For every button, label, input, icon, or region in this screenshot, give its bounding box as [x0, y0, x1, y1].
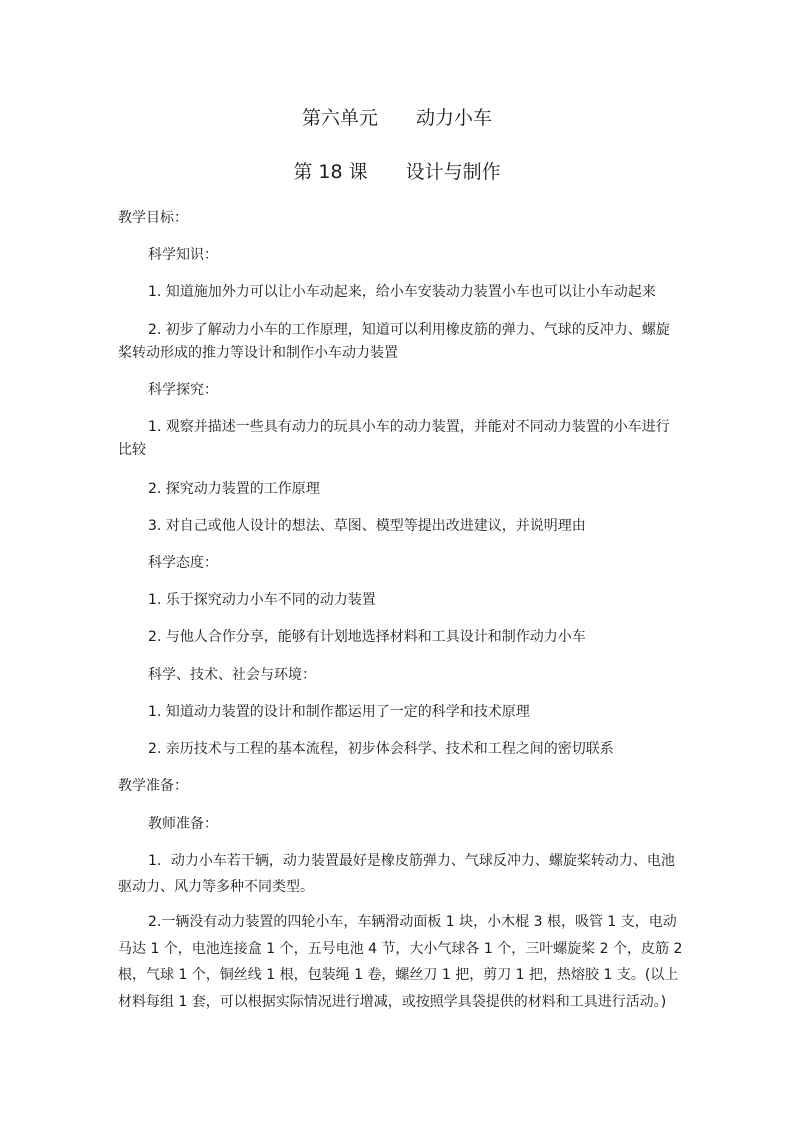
- knowledge-heading: 科学知识：: [148, 247, 218, 263]
- teacher-prep-item: 1．动力小车若干辆，动力装置最好是橡皮筋弹力、气球反冲力、螺旋桨转动力、电池驱动力、风力等多种不同类型。: [118, 853, 675, 895]
- knowledge-item: 2. 初步了解动力小车的工作原理，知道可以利用橡皮筋的弹力、气球的反冲力、螺旋桨转动形成的推力等设计和制作小车动力装置: [118, 322, 670, 361]
- stse-item: 1. 知道动力装置的设计和制作都运用了一定的科学和技术原理: [148, 704, 530, 720]
- inquiry-heading: 科学探究：: [148, 382, 218, 398]
- attitude-heading: 科学态度：: [148, 555, 218, 571]
- stse-heading: 科学、技术、社会与环境：: [148, 667, 316, 683]
- lesson-title: 第 18 课 设计与制作: [293, 161, 501, 183]
- knowledge-item: 1. 知道施加外力可以让小车动起来，给小车安装动力装置小车也可以让小车动起来: [148, 284, 656, 300]
- attitude-item: 1. 乐于探究动力小车不同的动力装置: [148, 592, 376, 608]
- inquiry-item: 1. 观察并描述一些具有动力的玩具小车的动力装置，并能对不同动力装置的小车进行比较: [118, 419, 670, 458]
- inquiry-item: 2. 探究动力装置的工作原理: [148, 481, 320, 497]
- teacher-prep-item: 2.一辆没有动力装置的四轮小车，车辆滑动面板 1 块，小木棍 3 根，吸管 1 支，电动马达 1 个，电池连接盒 1 个，五号电池 4 节，大小气球各 1 个，三叶螺旋桨 2 个，皮筋 2 根，气球 1 个，铜丝线 1 根，包装绳 1 卷，螺丝刀 1 把，剪刀 1 把，热熔胶 1 支。(以上材料每组 1 套，可以根据实际情况进行增减，或按照学具袋提供的材料和工具进行活动。): [118, 914, 683, 1010]
- attitude-item: 2. 与他人合作分享，能够有计划地选择材料和工具设计和制作动力小车: [148, 629, 586, 645]
- prep-heading: 教学准备：: [118, 778, 188, 794]
- teacher-prep-heading: 教师准备：: [148, 816, 218, 832]
- stse-item: 2. 亲历技术与工程的基本流程，初步体会科学、技术和工程之间的密切联系: [148, 741, 614, 757]
- unit-title: 第六单元 动力小车: [301, 107, 492, 129]
- inquiry-item: 3. 对自己或他人设计的想法、草图、模型等提出改进建议，并说明理由: [148, 518, 586, 534]
- objectives-heading: 教学目标：: [118, 210, 188, 226]
